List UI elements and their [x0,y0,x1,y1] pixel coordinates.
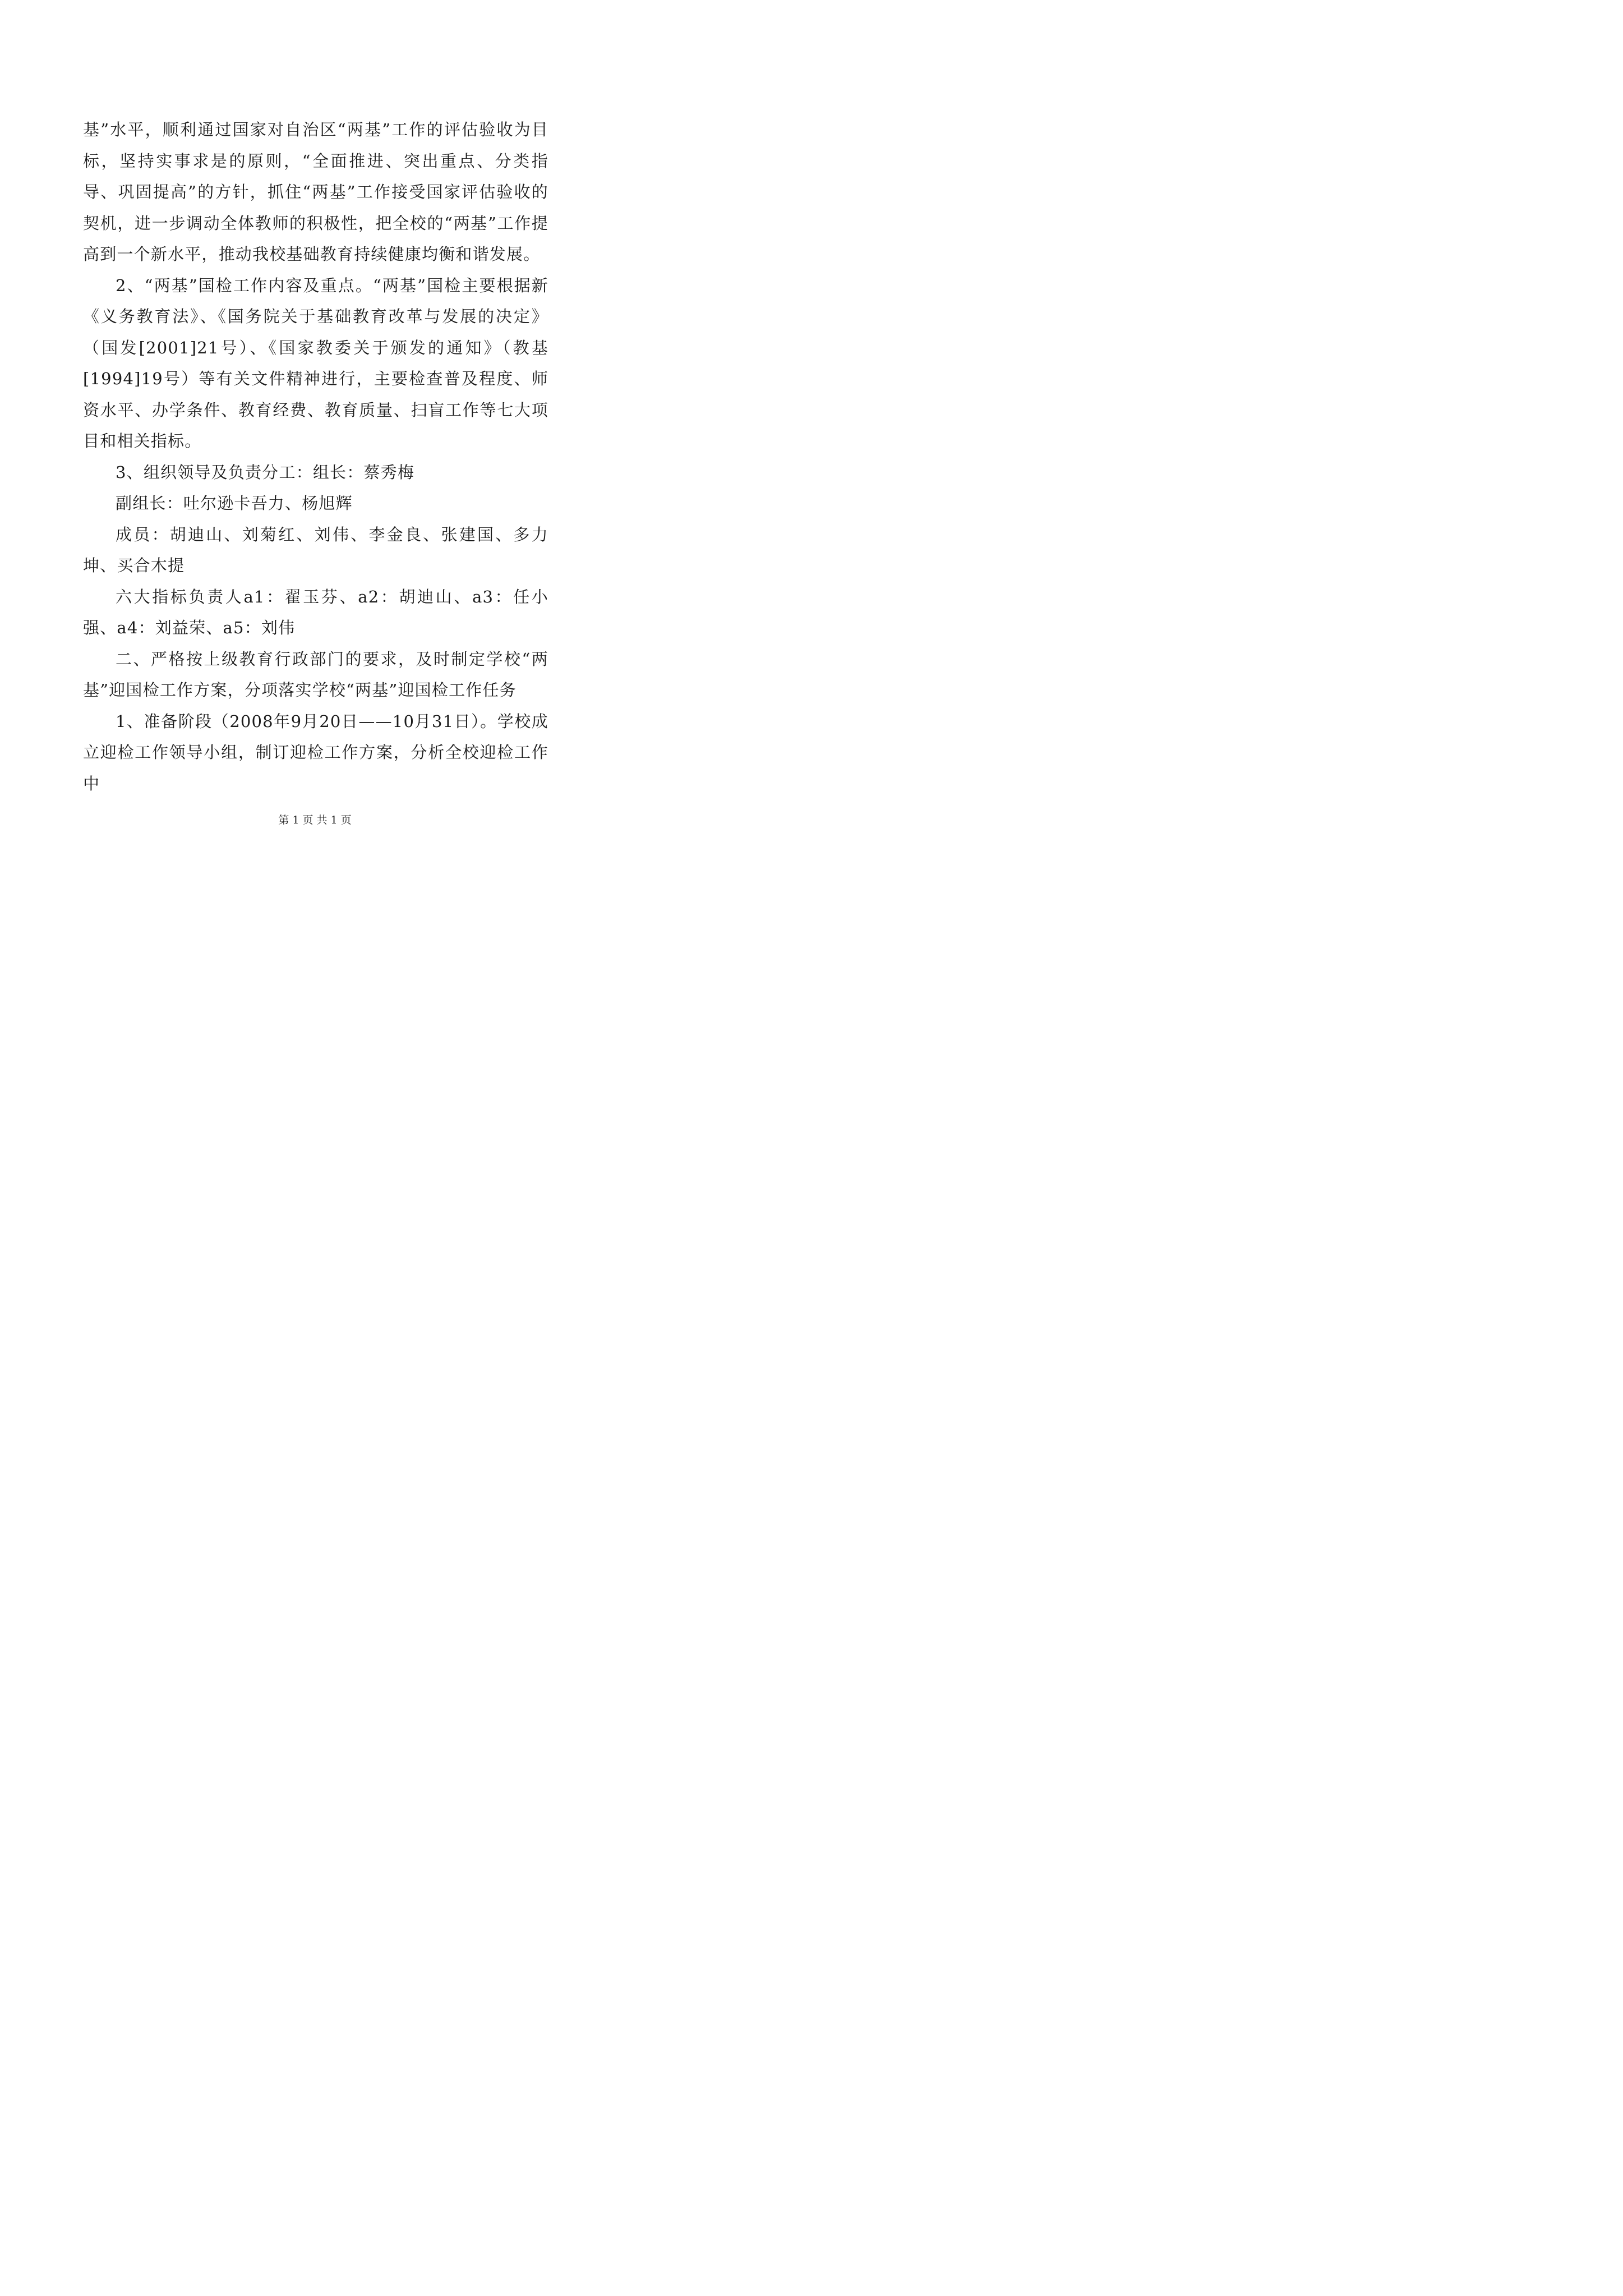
paragraph-2: 2、“两基”国检工作内容及重点。“两基”国检主要根据新《义务教育法》、《国务院关于基础教育改革与发展的决定》（国发[2001]21号）、《国家教委关于颁发的通知》（教基[1994]19号）等有关文件精神进行，主要检查普及程度、师资水平、办学条件、教育经费、教育质量、扫盲工作等七大项目和相关指标。 [83,275,548,450]
paragraph-7: 二、严格按上级教育行政部门的要求，及时制定学校“两基”迎国检工作方案，分项落实学校“两基”迎国检工作任务 [83,649,548,700]
paragraph-6: 六大指标负责人a1：翟玉芬、a2：胡迪山、a3：任小强、a4：刘益荣、a5：刘伟 [83,587,548,637]
paragraph-5: 成员：胡迪山、刘菊红、刘伟、李金良、张建国、多力坤、买合木提 [83,524,548,575]
paragraph-3: 3、组织领导及负责分工：组长：蔡秀梅 [116,462,415,482]
paragraph-8: 1、准备阶段（2008年9月20日——10月31日）。学校成立迎检工作领导小组，制订迎检工作方案，分析全校迎检工作中 [83,711,548,793]
document-body [83,114,548,799]
paragraph-4: 副组长：吐尔逊卡吾力、杨旭辉 [116,494,353,513]
paragraph-1: 基”水平，顺利通过国家对自治区“两基”工作的评估验收为目标，坚持实事求是的原则，“全面推进、突出重点、分类指导、巩固提高”的方针，抓住“两基”工作接受国家评估验收的契机，进一步调动全体教师的积极性，把全校的“两基”工作提高到一个新水平，推动我校基础教育持续健康均衡和谐发展。 [83,120,548,264]
page-number-footer: 第 1 页 共 1 页 [278,814,352,826]
